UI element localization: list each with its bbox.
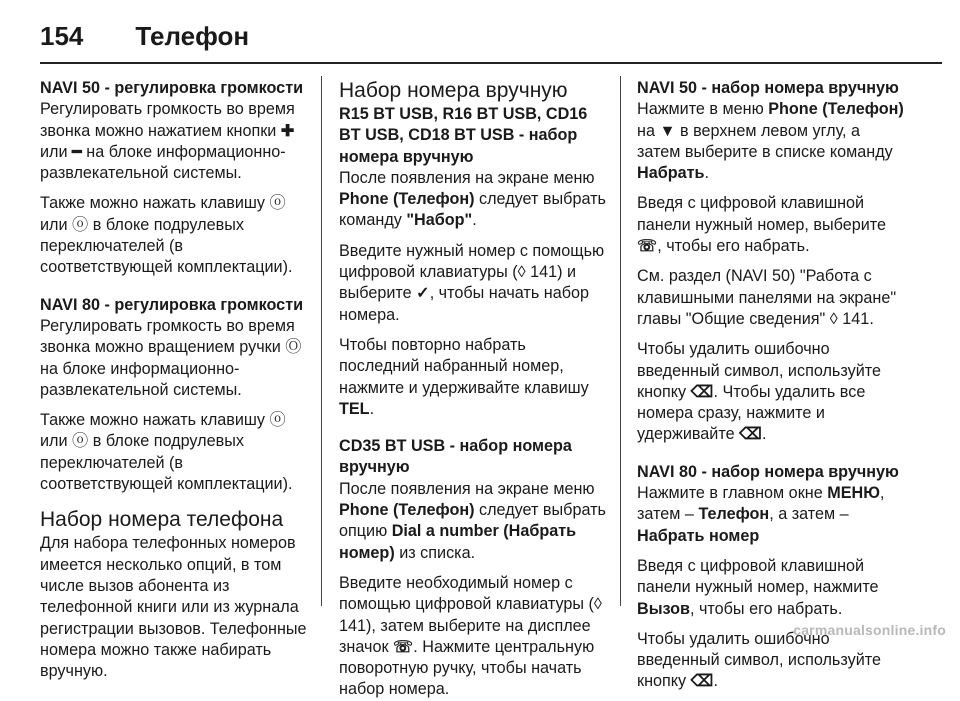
volume-down-key-icon: ⓞ [72,215,89,234]
column-3 [637,78,907,693]
volume-down-key-icon: ⓞ [72,432,89,451]
page-number: 154 [40,20,84,51]
minus-icon: ━ [72,142,82,161]
paragraph: Нажмите в меню Phone (Телефон) на ▼ в верхнем левом углу, а затем выберите в списке команду Набрать. [637,100,904,183]
section-heading: NAVI 80 - регулировка громкости [40,295,304,314]
page-reference-icon: ◊ [829,309,838,328]
page-reference-icon: ◊ [593,595,602,614]
page-reference-icon: ◊ [517,263,526,282]
page-header [40,14,249,58]
volume-up-key-icon: ⓞ [269,194,286,213]
paragraph: Регулировать громкость во время звонка можно вращением ручки Ⓞ на блоке информационно-развлекательной системы. [40,316,302,399]
paragraph: Чтобы повторно набрать последний набранный номер, нажмите и удерживайте клавишу TEL. [339,335,589,418]
handset-icon: ☏ [637,237,658,256]
page-reference[interactable]: 141 [837,309,870,328]
plus-icon: ✚ [280,121,295,140]
paragraph: Также можно нажать клавишу ⓞ или ⓞ в блоке подрулевых переключателей (в соответствующей комплектации). [40,411,293,494]
volume-up-key-icon: ⓞ [269,411,286,430]
paragraph: См. раздел (NAVI 50) "Работа с клавишными панелями на экране" главы "Общие сведения" ◊ 141. [637,267,897,328]
paragraph: Введя с цифровой клавишной панели нужный номер, выберите ☏, чтобы его набрать. [637,194,886,256]
paragraph: После появления на экране меню Phone (Телефон) следует выбрать опцию Dial a number (Набрать номер) из списка. [339,479,606,562]
backspace-icon: ⌫ [690,382,714,401]
paragraph: Введите необходимый номер с помощью цифровой клавиатуры (◊ 141), затем выберите на дисплее значок ☏. Нажмите центральную поворотную ручку, чтобы начать набор номера. [339,573,602,699]
paragraph: Также можно нажать клавишу ⓞ или ⓞ в блоке подрулевых переключателей (в соответствующей комплектации). [40,194,293,277]
paragraph: Регулировать громкость во время звонка можно нажатием кнопки ✚ или ━ на блоке информационно-развлекательной системы. [40,100,295,183]
paragraph: Введя с цифровой клавишной панели нужный номер, нажмите Вызов, чтобы его набрать. [637,556,879,618]
paragraph: После появления на экране меню Phone (Телефон) следует выбрать команду "Набор". [339,168,606,230]
header-rule [40,62,942,64]
section-heading: CD35 BT USB - набор номера вручную [339,437,572,477]
watermark: carmanualsonline.info [793,622,946,638]
section-heading: NAVI 50 - набор номера вручную [637,79,899,97]
column-divider-2 [620,76,621,606]
section-heading: NAVI 50 - регулировка громкости [40,79,304,97]
paragraph: Чтобы удалить ошибочно введенный символ, используйте кнопку ⌫. [637,629,881,691]
section-heading: R15 BT USB, R16 BT USB, CD16 BT USB, CD18 BT USB - набор номера вручную [339,105,588,166]
paragraph: Чтобы удалить ошибочно введенный символ, используйте кнопку ⌫. Чтобы удалить все номера сразу, нажмите и удерживайте ⌫. [637,340,881,444]
dial-key-icon: ✓ [416,284,430,303]
column-1 [40,78,308,682]
down-triangle-icon: ▼ [659,121,676,140]
column-2 [339,78,607,701]
backspace-icon: ⌫ [690,672,714,691]
section-title: Набор номера вручную [339,79,568,102]
page-reference[interactable]: 141 [525,263,558,282]
backspace-icon: ⌫ [739,425,762,444]
section-title: Набор номера телефона [40,508,284,532]
paragraph: Для набора телефонных номеров имеется несколько опций, в том числе вызов абонента из телефонной книги или из журнала регистрации вызовов. Телефонные номера можно также набирать вручную. [40,534,307,681]
paragraph: Введите нужный номер с помощью цифровой клавиатуры (◊ 141) и выберите ✓, чтобы начать набор номера. [339,241,605,324]
section-heading: NAVI 80 - набор номера вручную [637,462,899,481]
handset-icon: ☏ [393,637,414,656]
page-title: Телефон [135,20,250,51]
paragraph: Нажмите в главном окне МЕНЮ, затем – Телефон, а затем – Набрать номер [637,484,885,545]
rotary-knob-icon: Ⓞ [285,338,302,357]
column-divider-1 [321,76,322,606]
page-reference[interactable]: 141 [339,616,367,635]
